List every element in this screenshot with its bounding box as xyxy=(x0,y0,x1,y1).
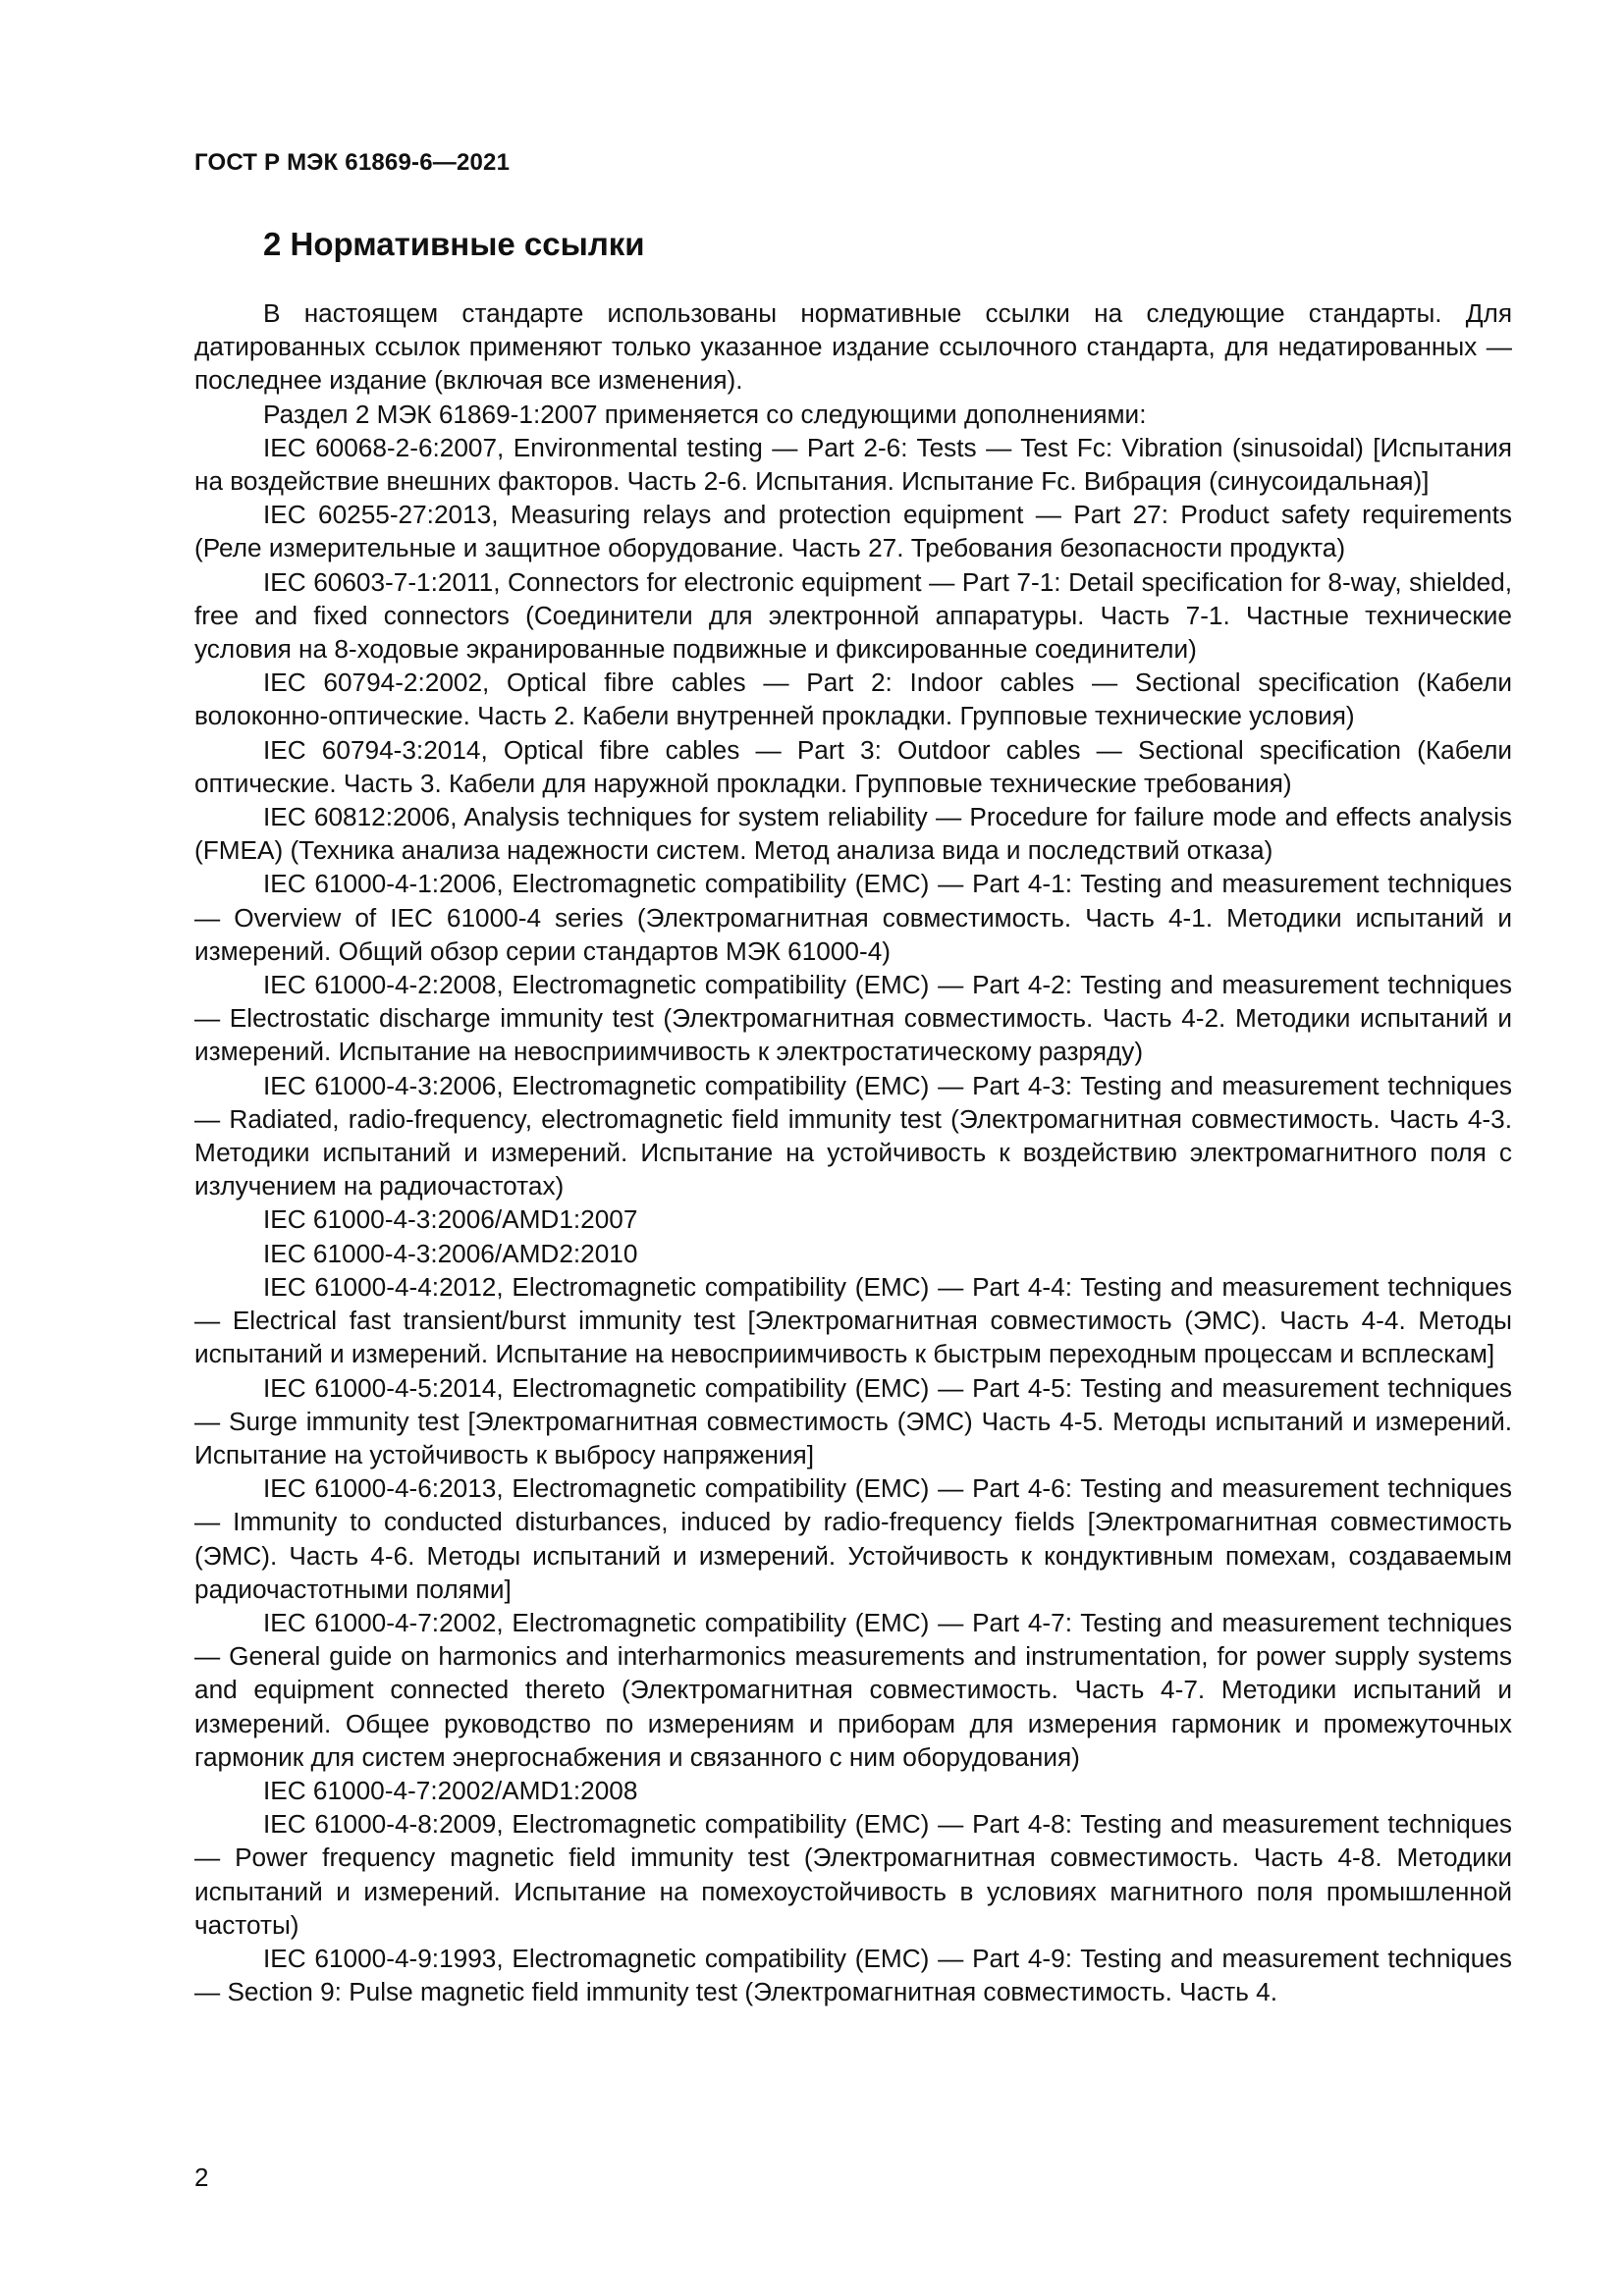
reference-item: IEC 61000-4-6:2013, Electromagnetic compatibility (EMC) — Part 4-6: Testing and measurement techniques — Immunity to conducted disturbances, induced by radio-frequency fields [Электромагнитная совместимость (ЭМС). Часть 4-6. Методы испытаний и измерений. Устойчивость к кондуктивным помехам, создаваемым радиочастотными полями] xyxy=(194,1473,1512,1604)
reference-item: IEC 61000-4-7:2002, Electromagnetic compatibility (EMC) — Part 4-7: Testing and measurement techniques — General guide on harmonics and interharmonics measurements and instrumentation, for power supply systems and equipment connected thereto (Электромагнитная совместимость. Часть 4-7. Методики испытаний и измерений. Общее руководство по измерениям и приборам для измерения гармоник и промежуточных гармоник для систем энергоснабжения и связанного с ним оборудования) xyxy=(194,1607,1512,1772)
reference-item: IEC 61000-4-3:2006/AMD2:2010 xyxy=(263,1238,638,1268)
reference-item: IEC 60812:2006, Analysis techniques for system reliability — Procedure for failure mode and effects analysis (FMEA) (Техника анализа надежности систем. Метод анализа вида и последствий отказа) xyxy=(194,802,1512,866)
section-heading: 2 Нормативные ссылки xyxy=(263,226,645,262)
reference-item: IEC 61000-4-3:2006/AMD1:2007 xyxy=(263,1204,638,1235)
reference-item: IEC 61000-4-7:2002/AMD1:2008 xyxy=(263,1775,638,1805)
reference-item: IEC 60255-27:2013, Measuring relays and protection equipment — Part 27: Product safety requirements (Реле измерительные и защитное оборудование. Часть 27. Требования безопасности продукта) xyxy=(194,500,1512,563)
reference-item: IEC 61000-4-3:2006, Electromagnetic compatibility (EMC) — Part 4-3: Testing and measurement techniques — Radiated, radio-frequency, electromagnetic field immunity test (Электромагнитная совместимость. Часть 4-3. Методики испытаний и измерений. Испытание на устойчивость к воздействию электромагнитного поля с излучением на радиочастотах) xyxy=(194,1070,1512,1201)
reference-item: IEC 60794-3:2014, Optical fibre cables — Part 3: Outdoor cables — Sectional specification (Кабели оптические. Часть 3. Кабели для наружной прокладки. Групповые технические требования) xyxy=(194,734,1512,798)
reference-item: IEC 61000-4-2:2008, Electromagnetic compatibility (EMC) — Part 4-2: Testing and measurement techniques — Electrostatic discharge immunity test (Электромагнитная совместимость. Часть 4-2. Методики испытаний и измерений. Испытание на невосприимчивость к электростатическому разряду) xyxy=(194,970,1512,1067)
reference-item: IEC 61000-4-1:2006, Electromagnetic compatibility (EMC) — Part 4-1: Testing and measurement techniques — Overview of IEC 61000-4 series (Электромагнитная совместимость. Часть 4-1. Методики испытаний и измерений. Общий обзор серии стандартов МЭК 61000-4) xyxy=(194,869,1512,966)
reference-item: IEC 61000-4-4:2012, Electromagnetic compatibility (EMC) — Part 4-4: Testing and measurement techniques — Electrical fast transient/burst immunity test [Электромагнитная совместимость (ЭМС). Часть 4-4. Методы испытаний и измерений. Испытание на невосприимчивость к быстрым переходным процессам и всплескам] xyxy=(194,1271,1512,1369)
reference-item: IEC 61000-4-9:1993, Electromagnetic compatibility (EMC) — Part 4-9: Testing and measurement techniques — Section 9: Pulse magnetic field immunity test (Электромагнитная совместимость. Часть 4. xyxy=(194,1943,1512,2007)
reference-item: IEC 61000-4-8:2009, Electromagnetic compatibility (EMC) — Part 4-8: Testing and measurement techniques — Power frequency magnetic field immunity test (Электромагнитная совместимость. Часть 4-8. Методики испытаний и измерений. Испытание на помехоустойчивость в условиях магнитного поля промышленной частоты) xyxy=(194,1809,1512,1940)
section-applies-paragraph: Раздел 2 МЭК 61869-1:2007 применяется со следующими дополнениями: xyxy=(263,399,1147,429)
reference-item: IEC 61000-4-5:2014, Electromagnetic compatibility (EMC) — Part 4-5: Testing and measurement techniques — Surge immunity test [Электромагнитная совместимость (ЭМС) Часть 4-5. Методы испытаний и измерений. Испытание на устойчивость к выбросу напряжения] xyxy=(194,1372,1512,1469)
document-id-header: ГОСТ Р МЭК 61869-6—2021 xyxy=(194,149,511,176)
reference-item: IEC 60603-7-1:2011, Connectors for electronic equipment — Part 7-1: Detail specification for 8-way, shielded, free and fixed connectors (Соединители для электронной аппаратуры. Часть 7-1. Частные технические условия на 8-ходовые экранированные подвижные и фиксированные соединители) xyxy=(194,566,1512,665)
normative-references-body xyxy=(194,296,1512,2008)
page-number: 2 xyxy=(194,2163,209,2192)
reference-item: IEC 60068-2-6:2007, Environmental testing — Part 2-6: Tests — Test Fc: Vibration (sinusoidal) [Испытания на воздействие внешних факторов. Часть 2-6. Испытания. Испытание Fc. Вибрация (синусоидальная)] xyxy=(194,432,1512,497)
intro-paragraph: В настоящем стандарте использованы нормативные ссылки на следующие стандарты. Для датированных ссылок применяют только указанное издание ссылочного стандарта, для недатированных — последнее издание (включая все изменения). xyxy=(194,298,1512,396)
reference-item: IEC 60794-2:2002, Optical fibre cables — Part 2: Indoor cables — Sectional specification (Кабели волоконно-оптические. Часть 2. Кабели внутренней прокладки. Групповые технические условия) xyxy=(194,667,1512,731)
